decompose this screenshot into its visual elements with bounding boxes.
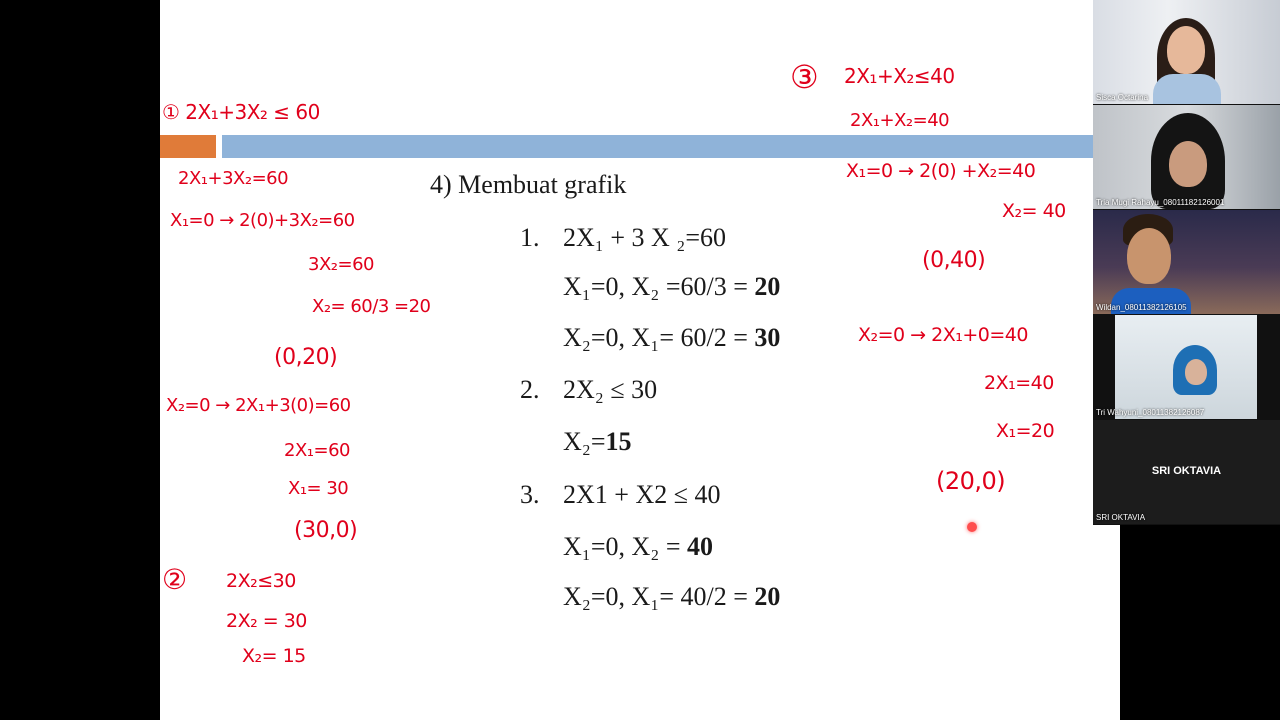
participant-tile[interactable] <box>1093 0 1280 104</box>
slide-accent-blue <box>222 135 1120 158</box>
participant-name: SRI OKTAVIA <box>1096 513 1146 522</box>
annotation-right-line: X₁=20 <box>996 420 1055 442</box>
annotation-circle-number: ③ <box>790 58 819 96</box>
annotation-left-line: 2X₂ = 30 <box>226 610 307 632</box>
annotation-left-line: 2X₁+3X₂=60 <box>178 168 289 189</box>
participant-panel[interactable] <box>1093 0 1280 525</box>
laser-pointer <box>967 522 977 532</box>
participant-name: Wildan_08011382126105 <box>1096 303 1187 312</box>
annotation-left-line: X₂= 15 <box>242 645 306 667</box>
participant-tile[interactable] <box>1093 315 1280 419</box>
item-1-point-a: X₁=0, X₂ =60/3 = 20 <box>563 272 781 301</box>
annotation-left-line: (0,20) <box>274 345 338 370</box>
slide-accent-orange <box>160 135 216 158</box>
item-1-equation: 2X₁ + 3 X ₂=60 <box>563 223 727 252</box>
annotation-right-line: 2X₁=40 <box>984 372 1054 394</box>
annotation-right-line: 2X₁+X₂≤40 <box>844 64 955 88</box>
participant-tile[interactable] <box>1093 210 1280 314</box>
item-3-number: 3. <box>520 480 540 509</box>
step-heading: 4) Membuat grafik <box>430 170 627 199</box>
participant-tile[interactable] <box>1093 105 1280 209</box>
item-3-point-b: X₂=0, X₁= 40/2 = 20 <box>563 582 781 611</box>
annotation-right-line: X₁=0 → 2(0) +X₂=40 <box>846 160 1036 182</box>
participant-name: Sisca Octarina <box>1096 93 1149 102</box>
participant-name: Tria Mugi Rahayu_08011182126001 <box>1096 198 1225 207</box>
annotation-right-line: X₂=0 → 2X₁+0=40 <box>858 324 1028 346</box>
item-1-point-b: X₂=0, X₁= 60/2 = 30 <box>563 323 781 352</box>
item-2-inequality: 2X₂ ≤ 30 <box>563 375 658 404</box>
annotation-right-line: (0,40) <box>922 248 986 273</box>
annotation-left-line: 3X₂=60 <box>308 254 374 275</box>
item-3-point-a: X₁=0, X₂ = 40 <box>563 532 714 561</box>
annotation-right-line: 2X₁+X₂=40 <box>850 110 950 131</box>
item-1-number: 1. <box>520 223 540 252</box>
annotation-right-line: (20,0) <box>936 467 1006 495</box>
annotation-circle-number: ② <box>162 563 187 596</box>
annotation-left-line: X₂= 60/3 =20 <box>312 296 431 317</box>
annotation-right-line: X₂= 40 <box>1002 200 1066 222</box>
annotation-left-line: X₁=0 → 2(0)+3X₂=60 <box>170 210 355 231</box>
participant-placeholder-name: SRI OKTAVIA <box>1151 465 1222 477</box>
annotation-left-line: X₁= 30 <box>288 478 349 499</box>
participant-name: Tri Wahyuni_08011382126087 <box>1096 408 1205 417</box>
item-2-value: X₂=15 <box>563 427 632 456</box>
annotation-left-line: ① 2X₁+3X₂ ≤ 60 <box>162 100 320 124</box>
annotation-left-line: X₂=0 → 2X₁+3(0)=60 <box>166 395 351 416</box>
annotation-left-line: 2X₂≤30 <box>226 570 296 592</box>
participant-tile[interactable] <box>1093 420 1280 524</box>
annotation-left-line: (30,0) <box>294 518 358 543</box>
annotation-left-line: 2X₁=60 <box>284 440 350 461</box>
presentation-slide <box>160 0 1120 720</box>
item-2-number: 2. <box>520 375 540 404</box>
item-3-inequality: 2X1 + X2 ≤ 40 <box>563 480 721 509</box>
